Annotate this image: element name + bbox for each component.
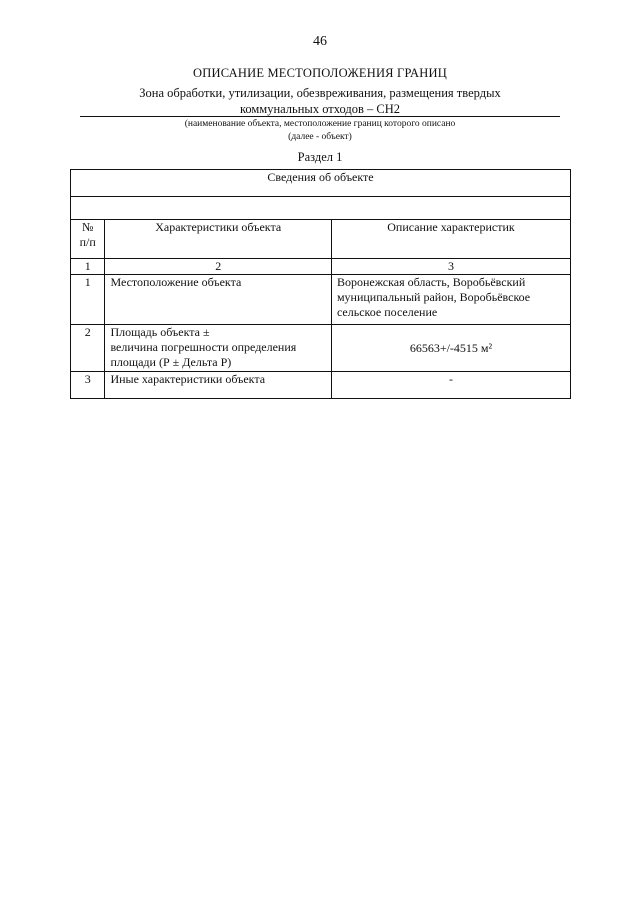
row-2-characteristic-line-1: Площадь объекта ± [110,325,210,339]
table-title: Сведения об объекте [71,170,571,197]
table-row [71,275,571,325]
row-3-num: 3 [71,372,105,399]
page-number: 46 [313,34,327,49]
underline-rule [80,116,560,117]
table-index-row [71,259,571,275]
caption-line-1: (наименование объекта, местоположение границ которого описано [184,119,456,129]
subtitle-line-2: коммунальных отходов – СН2 [239,102,401,116]
row-1-description-line-2: муниципальный район, Воробьёвское [336,290,531,304]
document-subtitle [120,85,520,117]
header-num-abbr: п/п [79,235,96,249]
row-1-description [331,275,570,325]
row-1-num: 1 [71,275,105,325]
header-description: Описание характеристик [331,220,570,259]
row-3-description: - [331,372,570,399]
table-row [71,325,571,372]
object-caption [0,118,640,144]
row-2-characteristic-line-3: площади (Р ± Дельта Р) [110,355,232,369]
header-num-symbol: № [81,220,94,234]
header-num [71,220,105,259]
row-2-num: 2 [71,325,105,372]
section-label: Раздел 1 [297,150,343,164]
empty-cell [71,197,571,220]
row-2-description: 66563+/-4515 м² [331,325,570,372]
row-2-characteristic [105,325,332,372]
index-cell-1: 1 [71,259,105,275]
table-empty-row [71,197,571,220]
index-cell-3: 3 [331,259,570,275]
caption-line-2: (далее - объект) [288,132,352,142]
header-characteristics: Характеристики объекта [105,220,332,259]
document-title: ОПИСАНИЕ МЕСТОПОЛОЖЕНИЯ ГРАНИЦ [193,66,447,80]
row-2-characteristic-line-2: величина погрешности определения [110,340,297,354]
row-1-description-line-1: Воронежская область, Воробьёвский [336,275,526,289]
index-cell-2: 2 [105,259,332,275]
table-title-row [71,170,571,197]
object-info-table [70,169,571,399]
subtitle-line-1: Зона обработки, утилизации, обезвреживания, размещения твердых [139,86,501,100]
table-header-row [71,220,571,259]
row-1-characteristic: Местоположение объекта [105,275,332,325]
row-1-description-line-3: сельское поселение [336,305,438,319]
row-3-characteristic: Иные характеристики объекта [105,372,332,399]
table-row [71,372,571,399]
